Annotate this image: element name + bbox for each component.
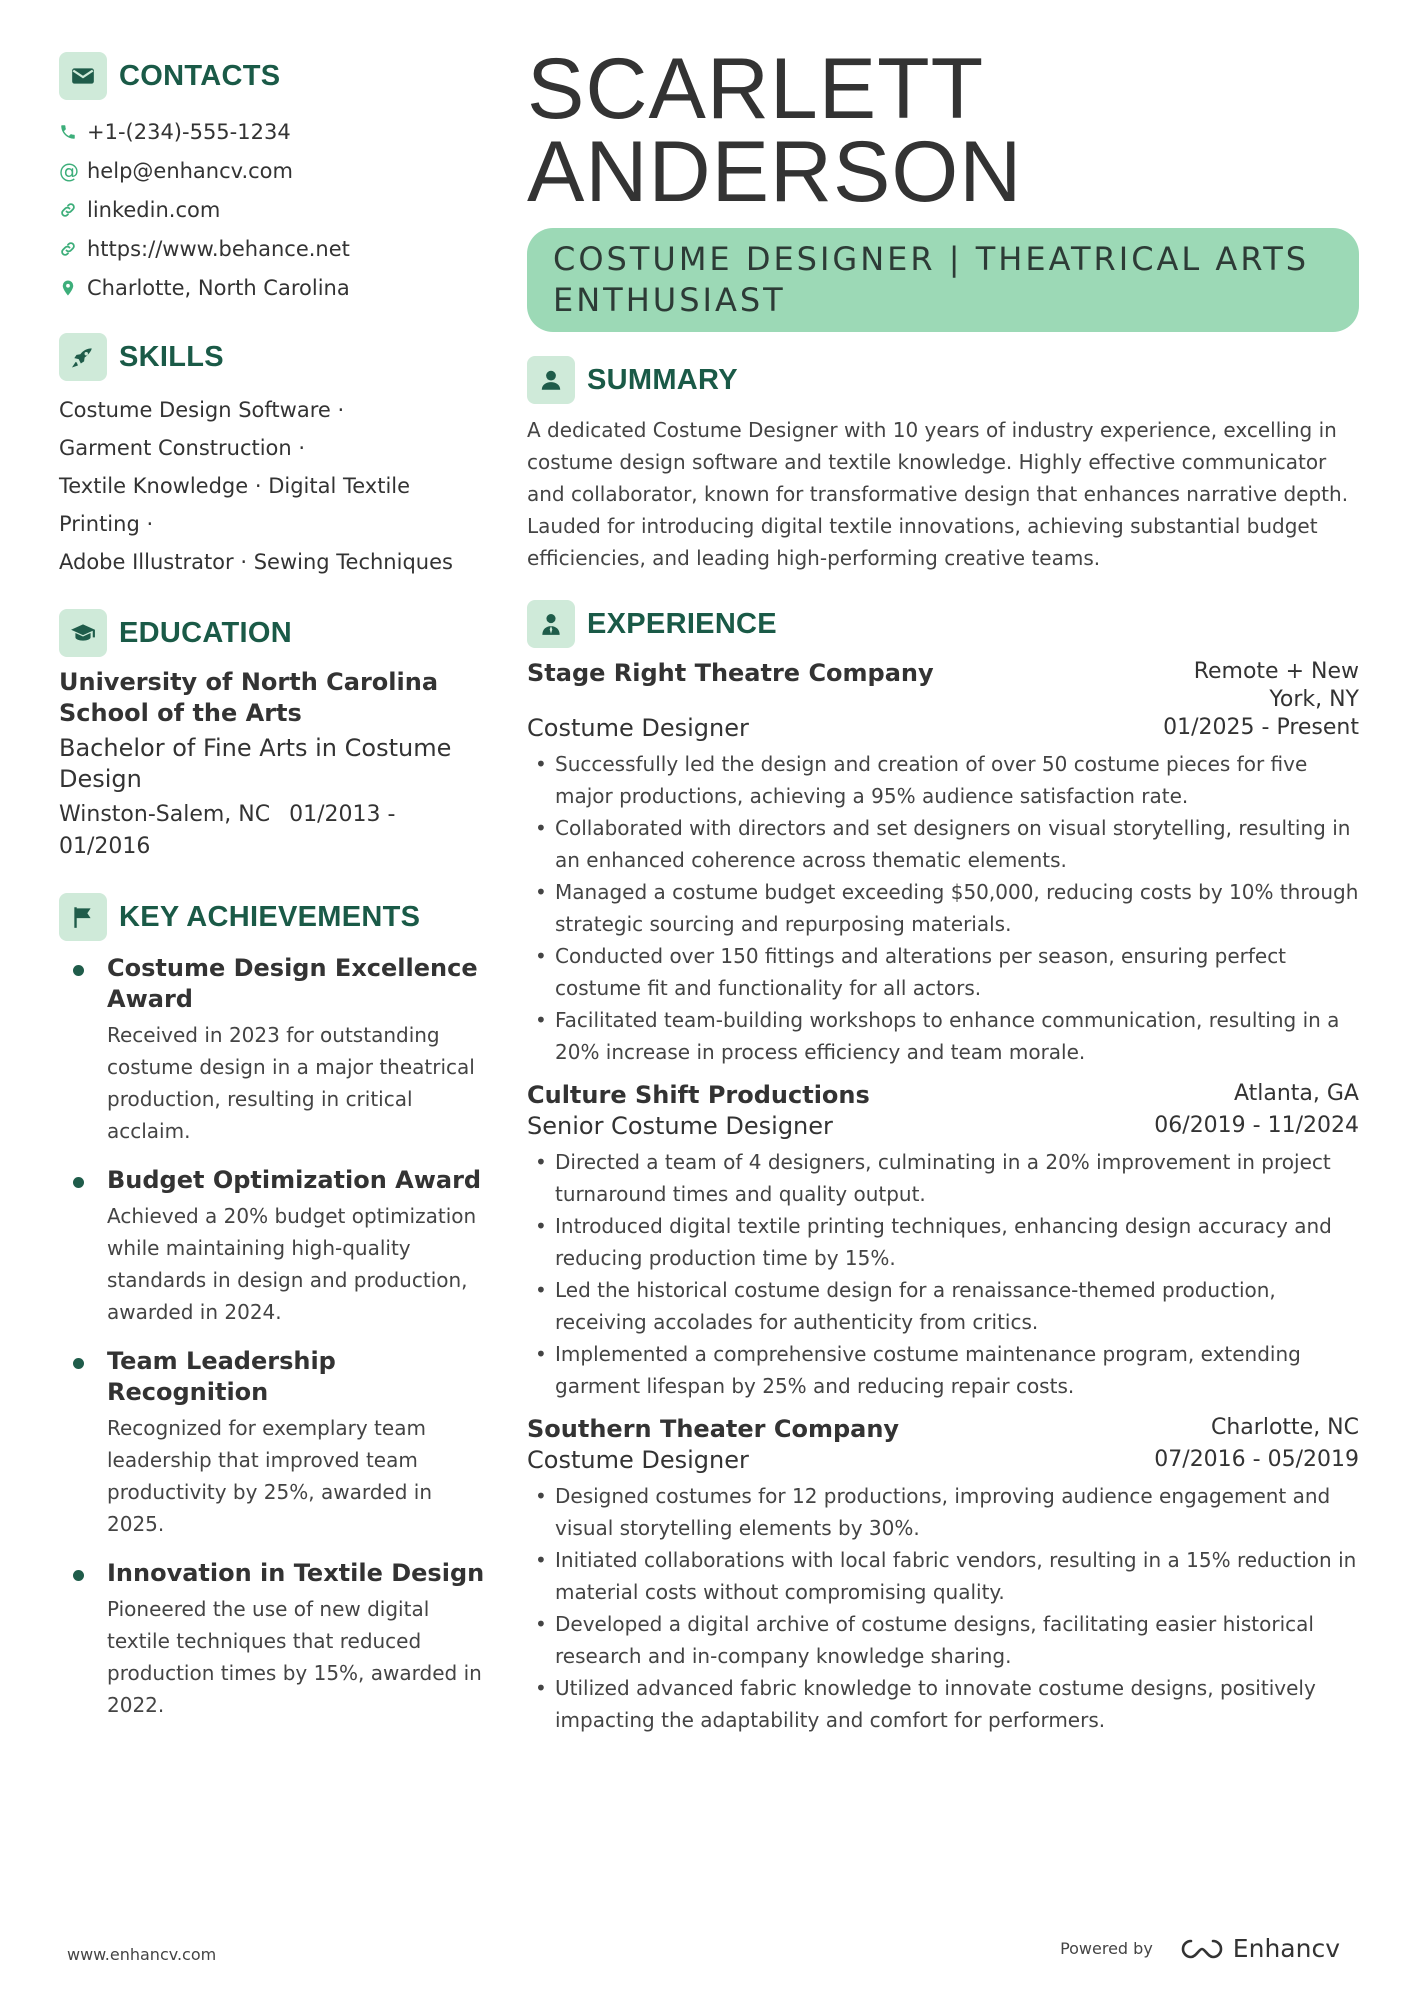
enhancv-logo-icon [1179, 1937, 1225, 1961]
job-entry [527, 1080, 1359, 1402]
job-bullet: • Utilized advanced fabric knowledge to innovate costume designs, positively impacting the adaptability and comfort for performers. [527, 1672, 1359, 1736]
education-location: Winston-Salem, NC [59, 802, 271, 827]
location-pin-icon [59, 279, 87, 297]
job-bullet: • Designed costumes for 12 productions, improving audience engagement and visual storytelling elements by 30%. [527, 1480, 1359, 1544]
job-bullet: • Collaborated with directors and set designers on visual storytelling, resulting in an enhanced coherence across thematic elements. [527, 812, 1359, 876]
envelope-icon [59, 52, 107, 100]
achievement-desc: Achieved a 20% budget optimization while maintaining high-quality standards in design and production, awarded in 2024. [107, 1204, 477, 1324]
job-entry [527, 658, 1359, 1068]
contact-linkedin [59, 190, 489, 229]
contacts-title: CONTACTS [119, 59, 281, 92]
tagline: COSTUME DESIGNER | THEATRICAL ARTS ENTHUSIAST [527, 228, 1359, 332]
job-bullet: • Conducted over 150 fittings and alterations per season, ensuring perfect costume fit and functionality for all actors. [527, 940, 1359, 1004]
job-role: Costume Designer [527, 714, 749, 742]
job-company: Stage Right Theatre Company [527, 659, 934, 687]
achievement-desc: Pioneered the use of new digital textile techniques that reduced production times by 15%, awarded in 2022. [107, 1597, 482, 1717]
job-entry [527, 1414, 1359, 1736]
achievement-item [59, 1558, 489, 1721]
skill-line: Textile Knowledge · Digital Textile Printing · [59, 474, 411, 536]
job-role-row [527, 1444, 1359, 1476]
summary-title: SUMMARY [587, 363, 738, 396]
candidate-name [527, 41, 1359, 220]
job-dates: 07/2016 - 05/2019 [1154, 1447, 1359, 1472]
education-entry [59, 667, 489, 863]
bullet-dot-icon [73, 1177, 84, 1188]
name-last: ANDERSON [527, 124, 1023, 220]
achievement-title: Budget Optimization Award [107, 1166, 482, 1194]
job-company: Culture Shift Productions [527, 1081, 870, 1109]
education-title: EDUCATION [119, 616, 292, 649]
contact-phone-text[interactable]: +1-(234)-555-1234 [87, 119, 291, 144]
job-location: Atlanta, GA [1233, 1081, 1359, 1106]
job-bullet: • Initiated collaborations with local fabric vendors, resulting in a 15% reduction in material costs without compromising quality. [527, 1544, 1359, 1608]
job-role-row [527, 1110, 1359, 1142]
job-bullets [527, 1146, 1359, 1402]
achievement-desc: Received in 2023 for outstanding costume design in a major theatrical production, resulting in critical acclaim. [107, 1023, 475, 1143]
achievement-item [59, 1346, 489, 1540]
achievement-desc: Recognized for exemplary team leadership that improved team productivity by 25%, awarded in 2025. [107, 1416, 432, 1536]
contact-behance [59, 229, 489, 268]
phone-icon [59, 123, 87, 141]
bullet-dot-icon [73, 1358, 84, 1369]
achievement-title: Costume Design Excellence Award [107, 954, 478, 1013]
job-bullet: • Successfully led the design and creation of over 50 costume pieces for five major productions, achieving a 95% audience satisfaction rate. [527, 748, 1359, 812]
achievement-item [59, 953, 489, 1147]
job-role-row [527, 712, 1359, 744]
job-company: Southern Theater Company [527, 1415, 900, 1443]
left-column [59, 52, 489, 1739]
skills-title: SKILLS [119, 340, 224, 373]
enhancv-logo[interactable] [1179, 1934, 1340, 1963]
job-location: Charlotte, NC [1211, 1415, 1359, 1440]
job-dates: 01/2025 - Present [1163, 715, 1359, 740]
job-header-row [527, 1080, 1359, 1110]
education-dates: 01/2013 - 01/2016 [59, 802, 396, 859]
job-location: Remote + New York, NY [1193, 659, 1359, 712]
achievements-list [59, 953, 489, 1721]
education-meta [59, 799, 489, 863]
job-bullet: • Facilitated team-building workshops to enhance communication, resulting in a 20% increase in process efficiency and team morale. [527, 1004, 1359, 1068]
achievement-item [59, 1165, 489, 1328]
job-bullet: • Implemented a comprehensive costume maintenance program, extending garment lifespan by 25% and reducing repair costs. [527, 1338, 1359, 1402]
contact-location-text: Charlotte, North Carolina [87, 275, 350, 300]
summary-header [527, 356, 1359, 404]
footer-website[interactable]: www.enhancv.com [67, 1945, 217, 1964]
skill-line: Adobe Illustrator · Sewing Techniques [59, 550, 453, 574]
job-bullet: • Introduced digital textile printing techniques, enhancing design accuracy and reducing production time by 15%. [527, 1210, 1359, 1274]
graduation-cap-icon [59, 609, 107, 657]
flag-icon [59, 893, 107, 941]
job-bullets [527, 748, 1359, 1068]
experience-header [527, 600, 1359, 648]
briefcase-user-icon [527, 600, 575, 648]
contact-phone [59, 112, 489, 151]
contact-list [59, 112, 489, 307]
rocket-icon [59, 333, 107, 381]
contact-email-text[interactable]: help@enhancv.com [87, 158, 293, 183]
achievement-title: Team Leadership Recognition [107, 1347, 336, 1406]
summary-text: A dedicated Costume Designer with 10 years of industry experience, excelling in costume design software and textile knowledge. Highly effective communicator and collaborator, known for transformative design that enhances narrative depth. Lauded for introducing digital textile innovations, achieving substantial budget efficiencies, and leading high-performing creative teams. [527, 418, 1349, 570]
skills-header [59, 333, 489, 381]
education-degree: Bachelor of Fine Arts in Costume Design [59, 734, 452, 793]
user-icon [527, 356, 575, 404]
link-icon [59, 201, 87, 219]
contact-email [59, 151, 489, 190]
powered-by-label: Powered by [1060, 1939, 1153, 1958]
bullet-dot-icon [73, 965, 84, 976]
brand-name: Enhancv [1232, 1934, 1340, 1963]
job-header-row [527, 1414, 1359, 1444]
achievements-header [59, 893, 489, 941]
job-header-row [527, 658, 1359, 714]
right-column [527, 41, 1359, 1748]
job-bullet: • Developed a digital archive of costume designs, facilitating easier historical research and in-company knowledge sharing. [527, 1608, 1359, 1672]
job-role: Costume Designer [527, 1446, 749, 1474]
job-role: Senior Costume Designer [527, 1112, 833, 1140]
at-icon: @ [59, 158, 79, 183]
skill-line: Garment Construction · [59, 436, 306, 460]
experience-title: EXPERIENCE [587, 607, 777, 640]
contact-location [59, 268, 489, 307]
job-bullets [527, 1480, 1359, 1736]
skills-list [59, 391, 489, 581]
link-icon [59, 240, 87, 258]
bullet-dot-icon [73, 1570, 84, 1581]
job-bullet: • Managed a costume budget exceeding $50,000, reducing costs by 10% through strategic sourcing and repurposing materials. [527, 876, 1359, 940]
contact-behance-text[interactable]: https://www.behance.net [87, 236, 350, 261]
achievements-title: KEY ACHIEVEMENTS [119, 900, 421, 933]
job-bullet: • Led the historical costume design for a renaissance-themed production, receiving accolades for authenticity from critics. [527, 1274, 1359, 1338]
footer-branding [1060, 1934, 1340, 1963]
job-bullet: • Directed a team of 4 designers, culminating in a 20% improvement in project turnaround times and quality output. [527, 1146, 1359, 1210]
skill-line: Costume Design Software · [59, 398, 345, 422]
name-first: SCARLETT [527, 41, 985, 137]
education-school: University of North Carolina School of the Arts [59, 668, 439, 727]
contact-linkedin-text[interactable]: linkedin.com [87, 197, 221, 222]
contacts-header [59, 52, 489, 100]
achievement-title: Innovation in Textile Design [107, 1559, 485, 1587]
education-header [59, 609, 489, 657]
job-dates: 06/2019 - 11/2024 [1154, 1113, 1359, 1138]
